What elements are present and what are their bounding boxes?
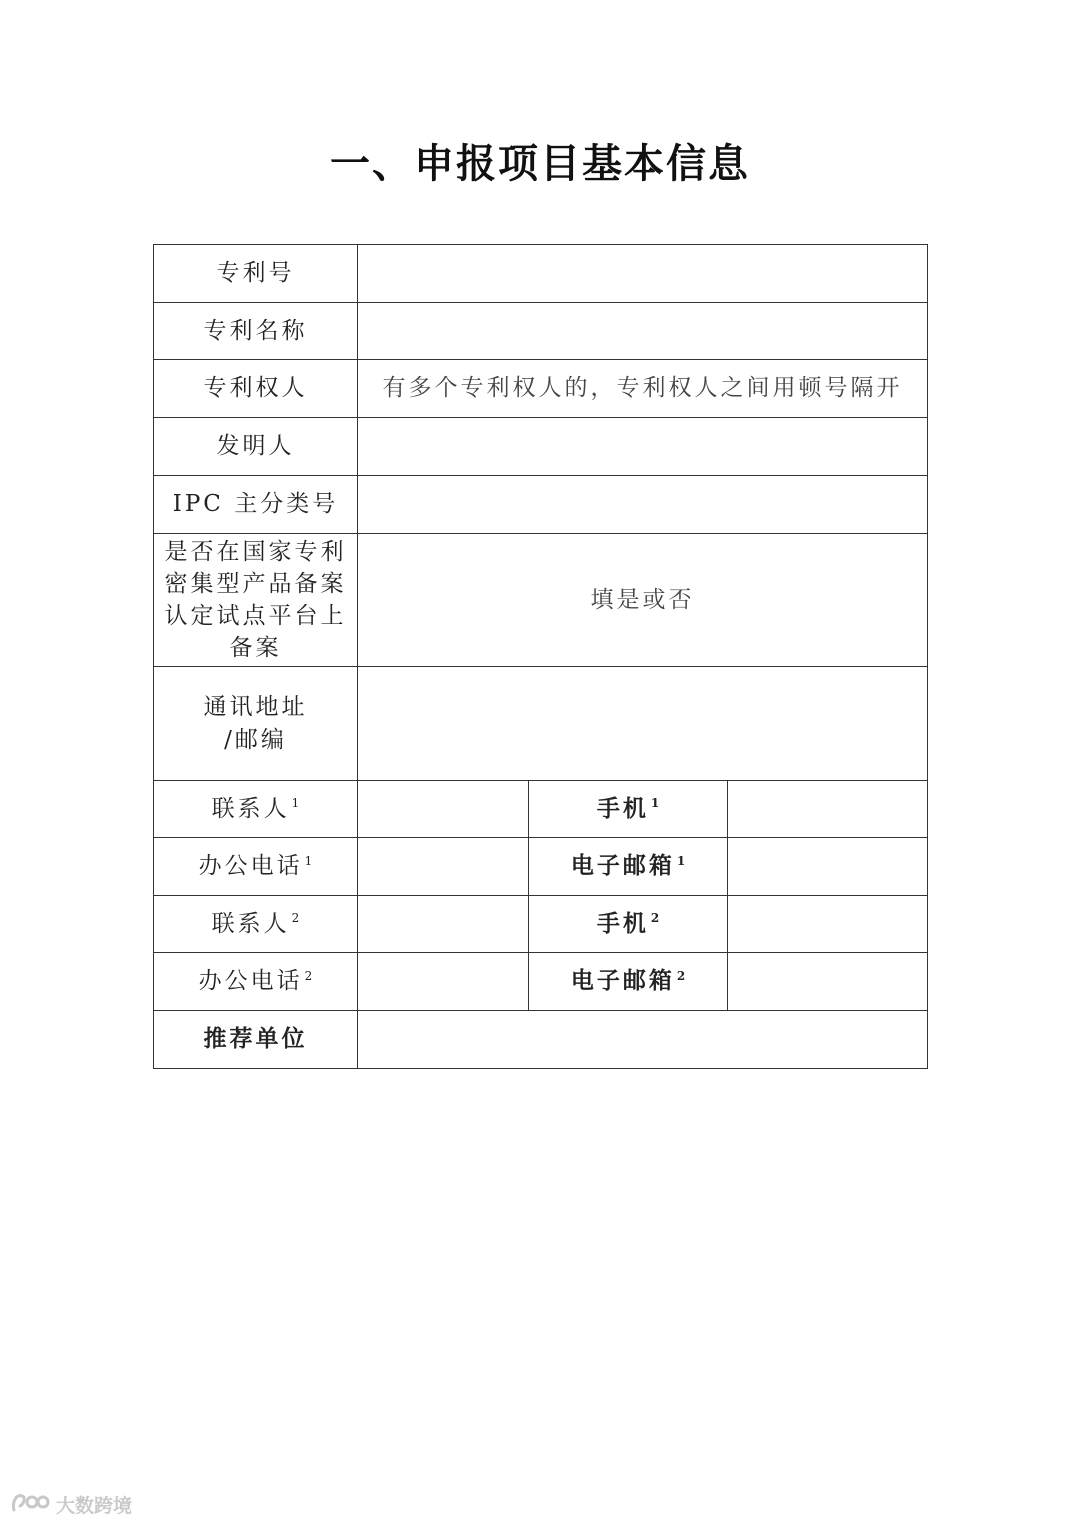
patentee-field[interactable]: 有多个专利权人的，专利权人之间用顿号隔开 — [358, 360, 928, 418]
label-contact1 — [154, 781, 358, 838]
phone1-field[interactable] — [358, 838, 529, 896]
label-contact2-text: 联系人 — [211, 910, 290, 937]
label-contact1-text: 联系人 — [211, 795, 290, 822]
mobile2-field[interactable] — [728, 896, 928, 953]
patent-name-field[interactable] — [358, 303, 928, 360]
row-recommender — [154, 1011, 928, 1069]
watermark — [10, 1490, 132, 1518]
label-phone2-text: 办公电话 — [198, 968, 303, 995]
footnote-marker: 2 — [676, 968, 686, 983]
label-address — [154, 667, 358, 781]
row-patentee — [154, 360, 928, 418]
row-contact2 — [154, 896, 928, 953]
label-phone2 — [154, 953, 358, 1011]
email1-field[interactable] — [728, 838, 928, 896]
address-field[interactable] — [358, 667, 928, 781]
label-phone1-text: 办公电话 — [198, 853, 303, 880]
label-address-line2: /邮编 — [224, 726, 287, 753]
label-email1-text: 电子邮箱 — [570, 852, 675, 880]
footnote-marker: 2 — [291, 911, 300, 926]
label-inventor: 发明人 — [154, 418, 358, 476]
footnote-marker: 2 — [650, 911, 660, 926]
patent-no-field[interactable] — [358, 245, 928, 303]
mobile1-field[interactable] — [728, 781, 928, 838]
row-patent-no — [154, 245, 928, 303]
email2-field[interactable] — [728, 953, 928, 1011]
footnote-marker: 1 — [650, 796, 660, 811]
label-ipc: IPC 主分类号 — [154, 476, 358, 534]
contact1-field[interactable] — [358, 781, 529, 838]
footnote-marker: 1 — [304, 853, 313, 868]
label-patent-no: 专利号 — [154, 245, 358, 303]
row-contact1 — [154, 781, 928, 838]
recommender-field[interactable] — [358, 1011, 928, 1069]
footnote-marker: 2 — [304, 968, 313, 983]
label-mobile2 — [529, 896, 728, 953]
label-email2 — [529, 953, 728, 1011]
label-phone1 — [154, 838, 358, 896]
row-phone1 — [154, 838, 928, 896]
watermark-text: 大数跨境 — [56, 1494, 133, 1517]
row-filed — [154, 534, 928, 667]
label-patent-name: 专利名称 — [154, 303, 358, 360]
label-email1 — [529, 838, 728, 896]
ipc-field[interactable] — [358, 476, 928, 534]
label-mobile1-text: 手机 — [596, 794, 649, 822]
footnote-marker: 1 — [291, 796, 300, 811]
label-contact2 — [154, 896, 358, 953]
footnote-marker: 1 — [676, 853, 686, 868]
label-recommender: 推荐单位 — [154, 1011, 358, 1069]
row-address — [154, 667, 928, 781]
label-email2-text: 电子邮箱 — [570, 967, 675, 995]
label-patentee: 专利权人 — [154, 360, 358, 418]
page-title: 一、申报项目基本信息 — [330, 141, 750, 187]
label-mobile2-text: 手机 — [596, 909, 649, 937]
row-ipc — [154, 476, 928, 534]
row-inventor — [154, 418, 928, 476]
label-mobile1 — [529, 781, 728, 838]
row-phone2 — [154, 953, 928, 1011]
filed-field[interactable]: 填是或否 — [358, 534, 928, 667]
brand-logo-icon — [10, 1490, 50, 1519]
basic-info-table — [153, 244, 928, 1069]
label-address-line1: 通讯地址 — [203, 694, 308, 721]
phone2-field[interactable] — [358, 953, 529, 1011]
contact2-field[interactable] — [358, 896, 529, 953]
inventor-field[interactable] — [358, 418, 928, 476]
row-patent-name — [154, 303, 928, 360]
label-filed: 是否在国家专利密集型产品备案认定试点平台上备案 — [154, 534, 358, 667]
